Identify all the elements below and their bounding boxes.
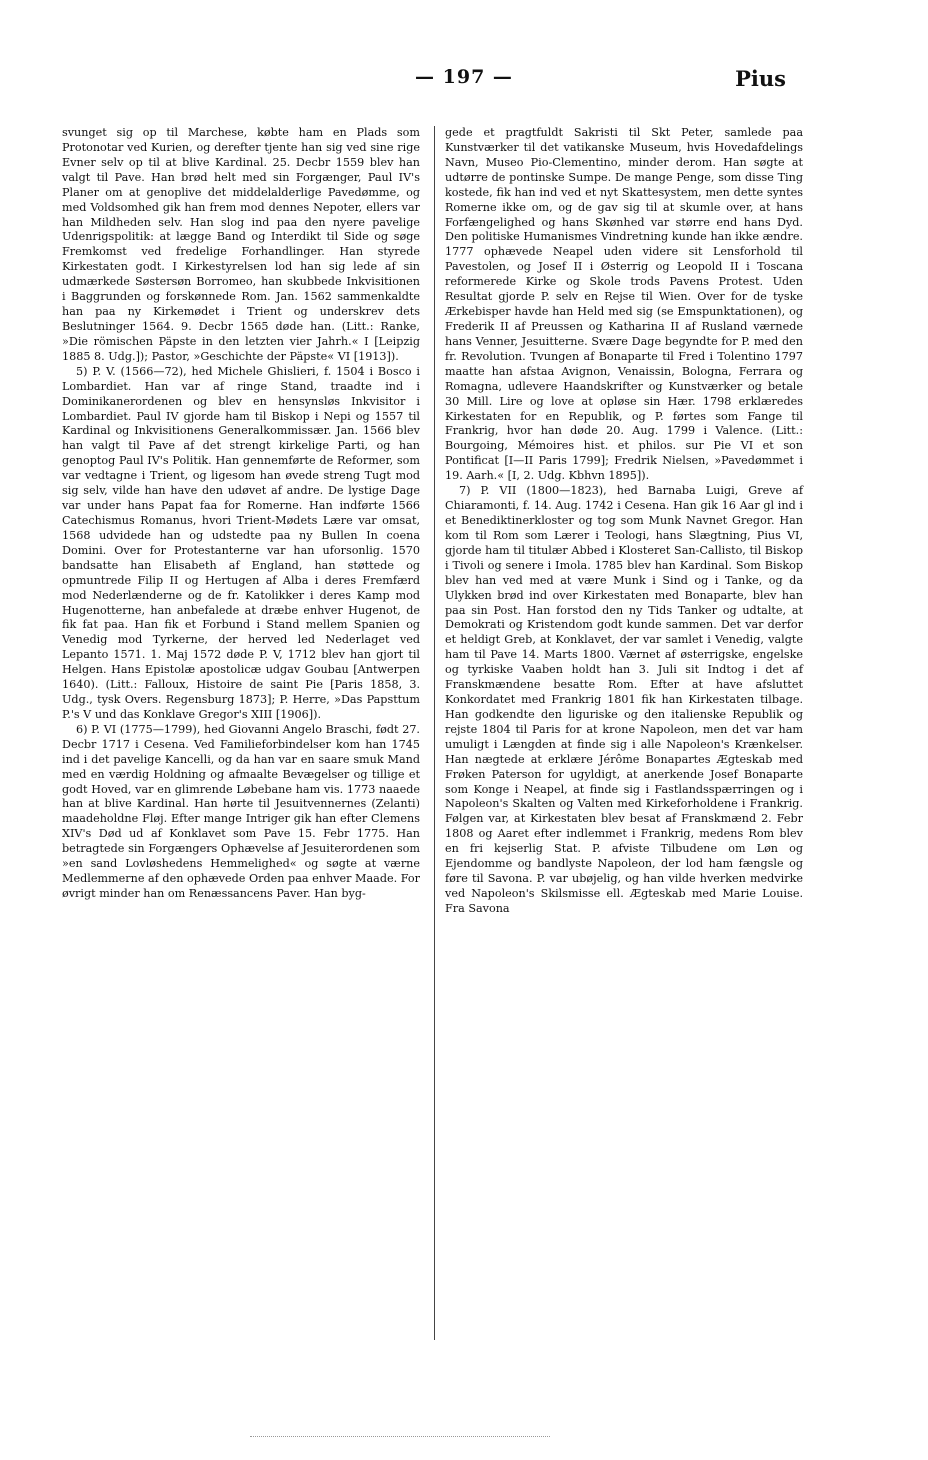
page-header [0, 66, 928, 96]
column-divider [434, 126, 435, 1340]
page-bottom-artifact [250, 1436, 550, 1437]
paragraph-pius-vii: 7) P. VII (1800—1823), hed Barnaba Luigi, Greve af Chiaramonti, f. 14. Aug. 1742 i Cesena. Han gik 16 Aar gl ind i et Benediktinerkloster og tog som Munk Navnet Gregor. Han kom til Rom som Lærer i Teologi, hans Slægtning, Pius VI, gjorde ham til titulær Abbed i Klosteret San-Callisto, til Biskop i Tivoli og senere i Imola. 1785 blev han Kardinal. Som Biskop blev han ved med at være Munk i Sind og i Tanke, og da Ulykken brød ind over Kirkestaten med Bonaparte, blev han paa sin Post. Han forstod den ny Tids Tanker og udtalte, at Demokrati og Kristendom godt kunde sammen. Det var derfor et heldigt Greb, at Konklavet, der var samlet i Venedig, valgte ham til Pave 14. Marts 1800. Værnet af østerrigske, engelske og tyrkiske Vaaben holdt han 3. Juli sit Indtog i det af Franskmændene besatte Rom. Efter at have afsluttet Konkordatet med Frankrig 1801 fik han Kirkestaten tilbage. Han godkendte den liguriske og den italienske Republik og rejste 1804 til Paris for at krone Napoleon, men det var ham umuligt i Længden at finde sig i alle Napoleon's Krænkelser. Han nægtede at erklære Jérôme Bonapartes Ægteskab med Frøken Paterson for ugyldigt, at anerkende Josef Bonaparte som Konge i Neapel, at finde sig i Fastlandsspærringen og i Napoleon's Skalten og Valten med Kirkeforholdene i Frankrig. Følgen var, at Kirkestaten blev besat af Franskmænd 2. Febr 1808 og Aaret efter indlemmet i Frankrig, medens Rom blev en fri kejserlig Stat. P. afviste Tilbudene om Løn og Ejendomme og bandlyste Napoleon, der lod ham fængsle og føre til Savona. P. var ubøjelig, og han vilde hverken medvirke ved Napoleon's Skilsmisse ell. Ægteskab med Marie Louise. Fra Savona [445, 484, 803, 915]
paragraph-pius-iv-continued: svunget sig op til Marchese, købte ham en Plads som Protonotar ved Kurien, og derefter tjente han sig ved sine rige Evner selv op til at blive Kardinal. 25. Decbr 1559 blev han valgt til Pave. Han brød helt med sin Forgænger, Paul IV's Planer om at genoplive det middelalderlige Pavedømme, og med Voldsomhed gik han frem mod dennes Nepoter, ellers var han Mildheden selv. Han slog ind paa den nyere pavelige Udenrigspolitik: at lægge Band og Interdikt til Side og søge Fremkomst ved fredelige Forhandlinger. Han styrede Kirkestaten godt. I Kirkestyrelsen lod han sig lede af sin udmærkede Søstersøn Borromeo, han skubbede Inkvisitionen i Baggrunden og forskønnede Rom. Jan. 1562 sammenkaldte han paa ny Kirkemødet i Trient og underskrev dets Beslutninger 1564. 9. Decbr 1565 døde han. (Litt.: Ranke, »Die römischen Päpste in den letzten vier Jahrh.« I [Leipzig 1885 8. Udg.]); Pastor, »Geschichte der Päpste« VI [1913]). [62, 126, 420, 363]
paragraph-pius-v: 5) P. V. (1566—72), hed Michele Ghislieri, f. 1504 i Bosco i Lombardiet. Han var af ringe Stand, traadte ind i Dominikanerordenen og blev en hensynsløs Inkvisitor i Lombardiet. Paul IV gjorde ham til Biskop i Nepi og 1557 til Kardinal og Inkvisitionens Generalkommissær. Jan. 1566 blev han valgt til Pave af det strengt kirkelige Parti, og han genoptog Paul IV's Politik. Han gennemførte de Reformer, som var vedtagne i Trient, og ligesom han øvede streng Tugt mod sig selv, vilde han have den udøvet af andre. De lystige Dage var under hans Papat faa for Romerne. Han indførte 1566 Catechismus Romanus, hvori Trient-Mødets Lære var omsat, 1568 udvidede han og udstedte paa ny Bullen In coena Domini. Over for Protestanterne var han uforsonlig. 1570 bandsatte han Elisabeth af England, han støttede og opmuntrede Filip II og Hertugen af Alba i deres Fremfærd mod Nederlænderne og de fr. Katolikker i deres Kamp mod Hugenotterne, han anbefalede at dræbe enhver Hugenot, de fik fat paa. Han fik et Forbund i Stand mellem Spanien og Venedig mod Tyrkerne, der herved led Nederlaget ved Lepanto 1571. 1. Maj 1572 døde P. V, 1712 blev han gjort til Helgen. Hans Epistolæ apostolicæ udgav Goubau [Antwerpen 1640). (Litt.: Falloux, Histoire de saint Pie [Paris 1858, 3. Udg., tysk Overs. Regensburg 1873]; P. Herre, »Das Papsttum P.'s V und das Konklave Gregor's XIII [1906]). [62, 364, 420, 721]
right-column [445, 126, 803, 917]
paragraph-pius-vi: 6) P. VI (1775—1799), hed Giovanni Angelo Braschi, født 27. Decbr 1717 i Cesena. Ved Familieforbindelser kom han 1745 ind i det pavelige Kancelli, og da han var en saare smuk Mand med en værdig Holdning og afmaalte Bevægelser og tillige et godt Hoved, var en glimrende Løbebane ham vis. 1773 naaede han at blive Kardinal. Han hørte til Jesuitvennernes (Zelanti) maadeholdne Fløj. Efter mange Intriger gik han efter Clemens XIV's Død ud af Konklavet som Pave 15. Febr 1775. Han betragtede sin Forgængers Ophævelse af Jesuiterordenen som »en sand Lovløshedens Hemmelighed« og søgte at værne Medlemmerne af den ophævede Orden paa enhver Maade. For øvrigt minder han om Renæssancens Paver. Han byg- [62, 722, 420, 901]
page-number: — 197 — [415, 66, 513, 88]
running-head: Pius [735, 66, 786, 91]
left-column [62, 126, 420, 902]
paragraph-pius-vi-continued: gede et pragtfuldt Sakristi til Skt Peter, samlede paa Kunstværker til det vatikanske Museum, hvis Hovedafdelings Navn, Museo Pio-Clementino, minder derom. Han søgte at udtørre de pontinske Sumpe. De mange Penge, som disse Ting kostede, fik han ind ved et nyt Skattesystem, men dette syntes Romerne ikke om, og de gav sig til at skumle over, at hans Forfængelighed og hans Skønhed var større end hans Dyd. Den politiske Humanismes Vindretning kunde han ikke ændre. 1777 ophævede Neapel uden videre sit Lensforhold til Pavestolen, og Josef II i Østerrig og Leopold II i Toscana reformerede Kirke og Skole trods Pavens Protest. Uden Resultat gjorde P. selv en Rejse til Wien. Over for de tyske Ærkebisper havde han Held med sig (se Emspunktationen), og Frederik II af Preussen og Katharina II af Rusland værnede hans Venner, Jesuitterne. Svære Dage begyndte for P. med den fr. Revolution. Tvungen af Bonaparte til Fred i Tolentino 1797 maatte han afstaa Avignon, Venaissin, Bologna, Ferrara og Romagna, udlevere Haandskrifter og Kunstværker og betale 30 Mill. Lire og love at opløse sin Hær. 1798 erklæredes Kirkestaten for en Republik, og P. førtes som Fange til Frankrig, hvor han døde 20. Aug. 1799 i Valence. (Litt.: Bourgoing, Mémoires hist. et philos. sur Pie VI et son Pontificat [I—II Paris 1799]; Fredrik Nielsen, »Pavedømmet i 19. Aarh.« [I, 2. Udg. Kbhvn 1895]). [445, 126, 803, 483]
